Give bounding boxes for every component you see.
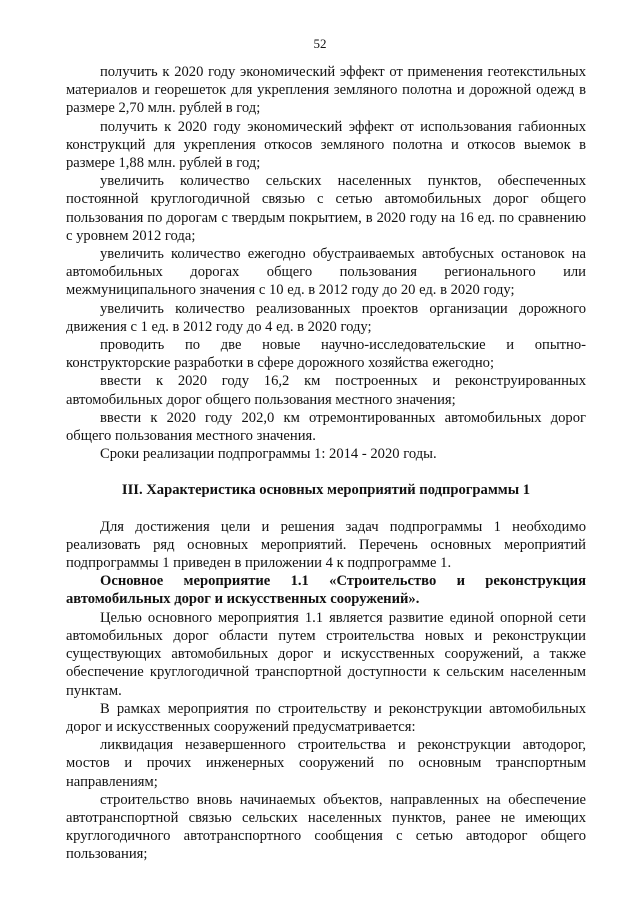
paragraph: проводить по две новые научно-исследовательские и опытно-конструкторские разработки в сфере дорожного хозяйства ежегодно; (66, 337, 586, 372)
paragraph: ввести к 2020 году 16,2 км построенных и реконструированных автомобильных дорог общего пользования местного значения; (66, 373, 586, 408)
paragraph: увеличить количество ежегодно обустраиваемых автобусных остановок на автомобильных дорогах общего пользования регионального или межмуниципального значения с 10 ед. в 2012 году до 20 ед. в 2020 году; (66, 246, 586, 299)
paragraph: увеличить количество реализованных проектов организации дорожного движения с 1 ед. в 2012 году до 4 ед. в 2020 году; (66, 300, 586, 335)
paragraph-intro: Для достижения цели и решения задач подпрограммы 1 необходимо реализовать ряд основных мероприятий. Перечень основных мероприятий подпрограммы 1 приведен в приложении 4 к подпрограмме 1. (66, 518, 586, 572)
paragraph: строительство вновь начинаемых объектов, направленных на обеспечение автотранспортной связью сельских населенных пунктов, ранее не имеющих круглогодичного автотранспортного сообщения с сетью автодорог общего пользования; (66, 791, 586, 863)
spacer (66, 500, 586, 518)
section-heading: III. Характеристика основных мероприятий подпрограммы 1 (121, 482, 531, 499)
paragraph: Сроки реализации подпрограммы 1: 2014 - 2020 годы. (100, 446, 437, 463)
measure-title: Основное мероприятие 1.1 «Строительство и реконструкция автомобильных дорог и искусственных сооружений». (66, 573, 586, 608)
measure-title-paragraph (66, 572, 586, 608)
paragraph: В рамках мероприятия по строительству и реконструкции автомобильных дорог и искусственных сооружений предусматривается: (66, 700, 586, 735)
document-body (66, 63, 586, 864)
paragraph: ликвидация незавершенного строительства и реконструкции автодорог, мостов и прочих инженерных сооружений по основным транспортным направлениям; (66, 737, 586, 790)
paragraph: получить к 2020 году экономический эффект от применения геотекстильных материалов и георешеток для укрепления земляного полотна и дорожной одежд в размере 2,70 млн. рублей в год; (66, 64, 586, 117)
paragraph: ввести к 2020 году 202,0 км отремонтированных автомобильных дорог общего пользования местного значения. (66, 409, 586, 445)
paragraph: Целью основного мероприятия 1.1 является развитие единой опорной сети автомобильных дорог области путем строительства новых и реконструкции существующих автомобильных дорог и искусственных сооружений, а также обеспечение круглогодичной транспортной доступности к сельским населенным пунктам. (66, 609, 586, 699)
paragraph: увеличить количество сельских населенных пунктов, обеспеченных постоянной круглогодичной связью с сетью автомобильных дорог общего пользования по дорогам с твердым покрытием, в 2020 году на 16 ед. по сравнению с уровнем 2012 года; (66, 173, 586, 244)
paragraph: получить к 2020 году экономический эффект от использования габионных конструкций для укрепления откосов земляного полотна и откосов выемок в размере 1,88 млн. рублей в год; (66, 118, 586, 172)
page-number: 52 (313, 36, 327, 51)
spacer (66, 463, 586, 481)
